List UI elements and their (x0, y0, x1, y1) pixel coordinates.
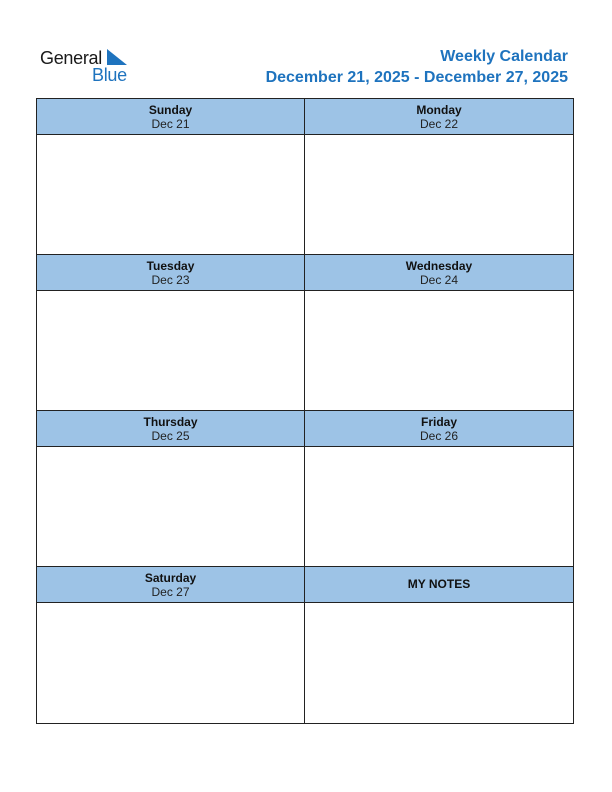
day-cell-saturday (37, 567, 305, 723)
day-header (305, 411, 573, 447)
day-writing-area (305, 135, 573, 254)
day-name: Saturday (144, 570, 197, 585)
day-cell-thursday (37, 411, 305, 567)
day-cell-sunday (37, 99, 305, 255)
day-cell-tuesday (37, 255, 305, 411)
day-writing-area (305, 447, 573, 566)
date-range: December 21, 2025 - December 27, 2025 (265, 69, 568, 86)
day-cell-friday (305, 411, 573, 567)
day-header (37, 255, 304, 291)
day-writing-area (305, 291, 573, 410)
day-cell-monday (305, 99, 573, 255)
day-cell-wednesday (305, 255, 573, 411)
notes-writing-area (305, 603, 573, 723)
week-grid (36, 98, 574, 724)
day-date: Dec 25 (151, 428, 190, 443)
logo-triangle-icon (107, 49, 127, 65)
day-header (305, 255, 573, 291)
day-name: Friday (420, 414, 457, 429)
day-date: Dec 26 (419, 428, 459, 443)
day-date: Dec 23 (151, 272, 190, 287)
day-date: Dec 22 (419, 116, 459, 131)
day-header (37, 567, 304, 603)
logo-text-blue: Blue (92, 65, 127, 85)
day-writing-area (37, 291, 304, 410)
day-writing-area (37, 447, 304, 566)
day-writing-area (37, 135, 304, 254)
notes-header (305, 567, 573, 603)
calendar-header (266, 47, 568, 88)
day-writing-area (37, 603, 304, 723)
day-name: Sunday (148, 102, 193, 117)
generalblue-logo (40, 47, 140, 87)
notes-cell (305, 567, 573, 723)
day-name: Tuesday (146, 258, 195, 273)
day-date: Dec 21 (151, 116, 190, 131)
notes-label: MY NOTES (407, 576, 471, 591)
day-name: Wednesday (405, 258, 473, 273)
day-header (37, 99, 304, 135)
day-date: Dec 24 (419, 272, 459, 287)
day-name: Thursday (143, 414, 198, 429)
day-header (37, 411, 304, 447)
day-date: Dec 27 (151, 584, 190, 599)
day-name: Monday (416, 102, 462, 117)
day-header (305, 99, 573, 135)
page-title: Weekly Calendar (440, 48, 568, 65)
logo-text-general: General (40, 48, 102, 68)
